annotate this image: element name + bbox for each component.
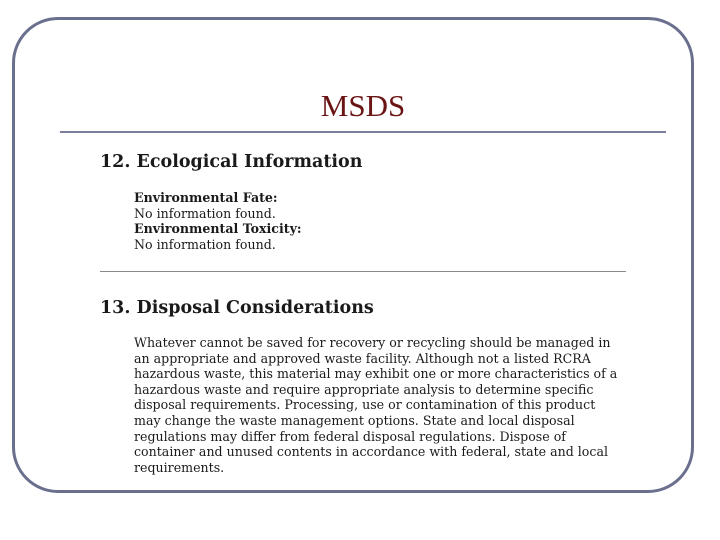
- ecological-info-block: [134, 190, 302, 252]
- disposal-line: may change the waste management options. State and local disposal: [134, 412, 575, 428]
- disposal-line: container and unused contents in accordance with federal, state and local: [134, 444, 608, 460]
- section-12-heading: 12. Ecological Information: [100, 152, 363, 172]
- environmental-toxicity-value: No information found.: [134, 236, 276, 252]
- section-13-heading: 13. Disposal Considerations: [100, 298, 374, 318]
- disposal-line: requirements.: [134, 459, 225, 475]
- disposal-line: hazardous waste, this material may exhibit one or more characteristics of a: [134, 366, 618, 382]
- disposal-line: hazardous waste and require appropriate analysis to determine specific: [134, 381, 594, 397]
- msds-document-excerpt: [96, 148, 636, 478]
- title-divider: [60, 131, 666, 133]
- disposal-line: Whatever cannot be saved for recovery or recycling should be managed in: [134, 335, 611, 350]
- environmental-toxicity-label: Environmental Toxicity:: [134, 221, 302, 237]
- disposal-line: regulations may differ from federal disposal regulations. Dispose of: [134, 428, 566, 444]
- slide-title: MSDS: [320, 88, 406, 123]
- environmental-fate-value: No information found.: [134, 205, 276, 221]
- section-separator: [100, 271, 626, 272]
- disposal-line: disposal requirements. Processing, use or contamination of this product: [134, 397, 596, 413]
- environmental-fate-label: Environmental Fate:: [134, 190, 278, 205]
- disposal-text-block: [134, 335, 617, 475]
- disposal-line: an appropriate and approved waste facility. Although not a listed RCRA: [134, 350, 591, 366]
